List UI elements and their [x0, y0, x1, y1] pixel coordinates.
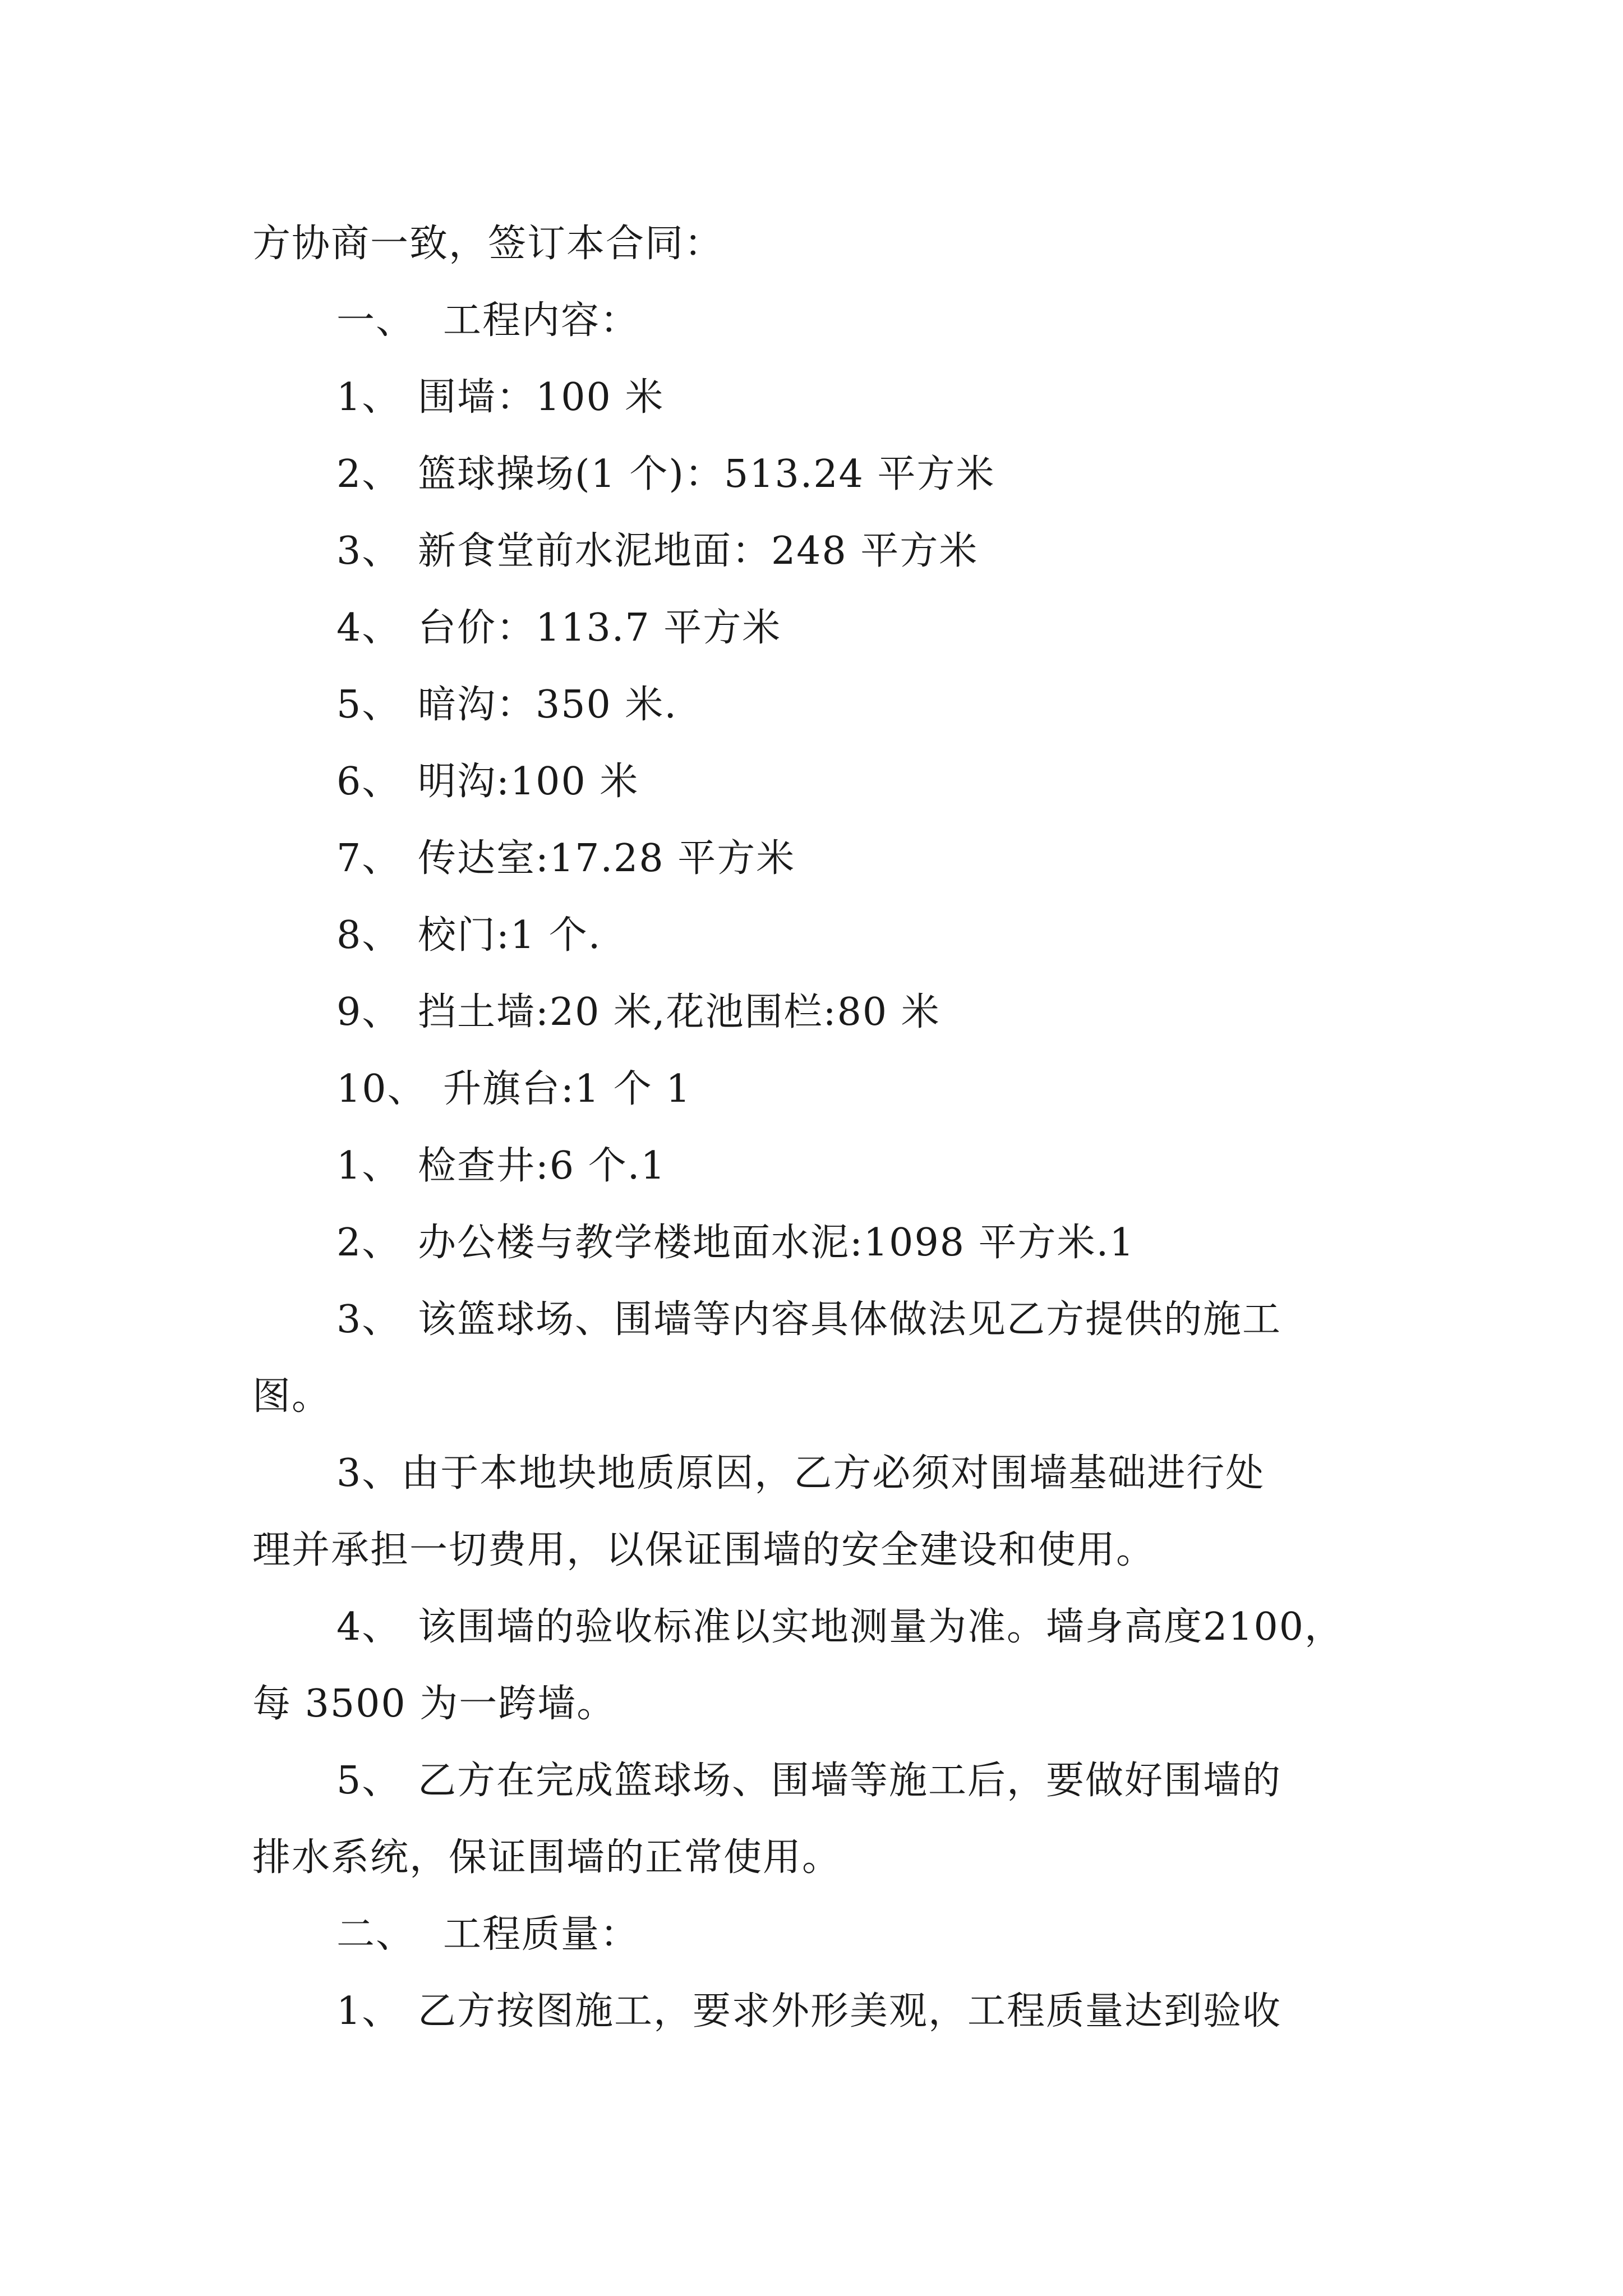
section-heading: [336, 1907, 639, 1963]
line-text: 该围墙的验收标准以实地测量为准。墙身高度2100，: [418, 1605, 1344, 1649]
line-text: 工程质量：: [443, 1912, 640, 1957]
line-number: 1、: [336, 1989, 402, 2033]
line-number: 1、: [336, 375, 402, 420]
list-item: [336, 1599, 1344, 1655]
list-item: [336, 1753, 1281, 1809]
text-line: [252, 1676, 616, 1732]
line-text: 挡土墙:20 米,花池围栏:80 米: [418, 990, 940, 1034]
list-item: [336, 984, 940, 1041]
line-text: 篮球操场(1 个)：513.24 平方米: [418, 452, 995, 496]
line-number: 一、: [336, 298, 416, 343]
line-number: 8、: [336, 913, 402, 958]
line-text: 乙方在完成篮球场、围墙等施工后，要做好围墙的: [418, 1759, 1282, 1803]
list-item: [336, 447, 995, 503]
line-number: 3、: [336, 1297, 402, 1342]
line-number: 6、: [336, 760, 402, 804]
line-text: 该篮球场、围墙等内容具体做法见乙方提供的施工: [418, 1297, 1282, 1342]
list-item: [336, 1061, 691, 1117]
list-item: [336, 908, 601, 964]
line-text: 方协商一致，签订本合同：: [252, 222, 724, 266]
text-line: [252, 216, 723, 272]
line-text: 校门:1 个.: [418, 913, 602, 958]
list-item: [336, 1138, 666, 1194]
list-item: [336, 677, 677, 733]
line-text: 新食堂前水泥地面：248 平方米: [418, 529, 979, 573]
list-item: [336, 1984, 1281, 2040]
line-text: 办公楼与教学楼地面水泥:1098 平方米.1: [418, 1221, 1135, 1265]
list-item: [336, 600, 781, 656]
line-text: 明沟:100 米: [418, 760, 639, 804]
line-number: 9、: [336, 990, 402, 1034]
line-number: 二、: [336, 1912, 416, 1957]
line-number: 10、: [336, 1067, 427, 1111]
line-text: 排水系统，保证围墙的正常使用。: [252, 1835, 842, 1880]
line-number: 4、: [336, 1605, 402, 1649]
line-number: 4、: [336, 606, 402, 650]
text-line: [252, 1830, 841, 1886]
list-item: [336, 1292, 1281, 1348]
line-text: 工程内容：: [443, 298, 640, 343]
line-text: 暗沟：350 米.: [418, 683, 678, 727]
line-number: 7、: [336, 836, 402, 881]
line-text: 传达室:17.28 平方米: [418, 836, 796, 881]
line-number: 5、: [336, 683, 402, 727]
line-text: 乙方按图施工，要求外形美观，工程质量达到验收: [418, 1989, 1282, 2033]
line-number: 5、: [336, 1759, 402, 1803]
list-item: [336, 523, 978, 579]
line-text: 图。: [252, 1374, 331, 1419]
line-text: 升旗台:1 个 1: [443, 1067, 691, 1111]
line-text: 台价：113.7 平方米: [418, 606, 782, 650]
line-number: 2、: [336, 452, 402, 496]
line-number: 2、: [336, 1221, 402, 1265]
line-text: 围墙：100 米: [418, 375, 665, 420]
paragraph-line: [336, 1446, 1265, 1502]
list-item: [336, 370, 664, 426]
line-text: 3、由于本地块地质原因，乙方必须对围墙基础进行处: [336, 1451, 1265, 1496]
text-line: [252, 1369, 331, 1425]
list-item: [336, 1215, 1135, 1271]
list-item: [336, 754, 639, 810]
line-text: 检查井:6 个.1: [418, 1144, 666, 1188]
section-heading: [336, 293, 639, 349]
line-number: 1、: [336, 1144, 402, 1188]
list-item: [336, 831, 795, 887]
line-text: 每 3500 为一跨墙。: [252, 1682, 616, 1726]
line-text: 理并承担一切费用，以保证围墙的安全建设和使用。: [252, 1528, 1156, 1572]
line-number: 3、: [336, 529, 402, 573]
text-line: [252, 1522, 1155, 1579]
